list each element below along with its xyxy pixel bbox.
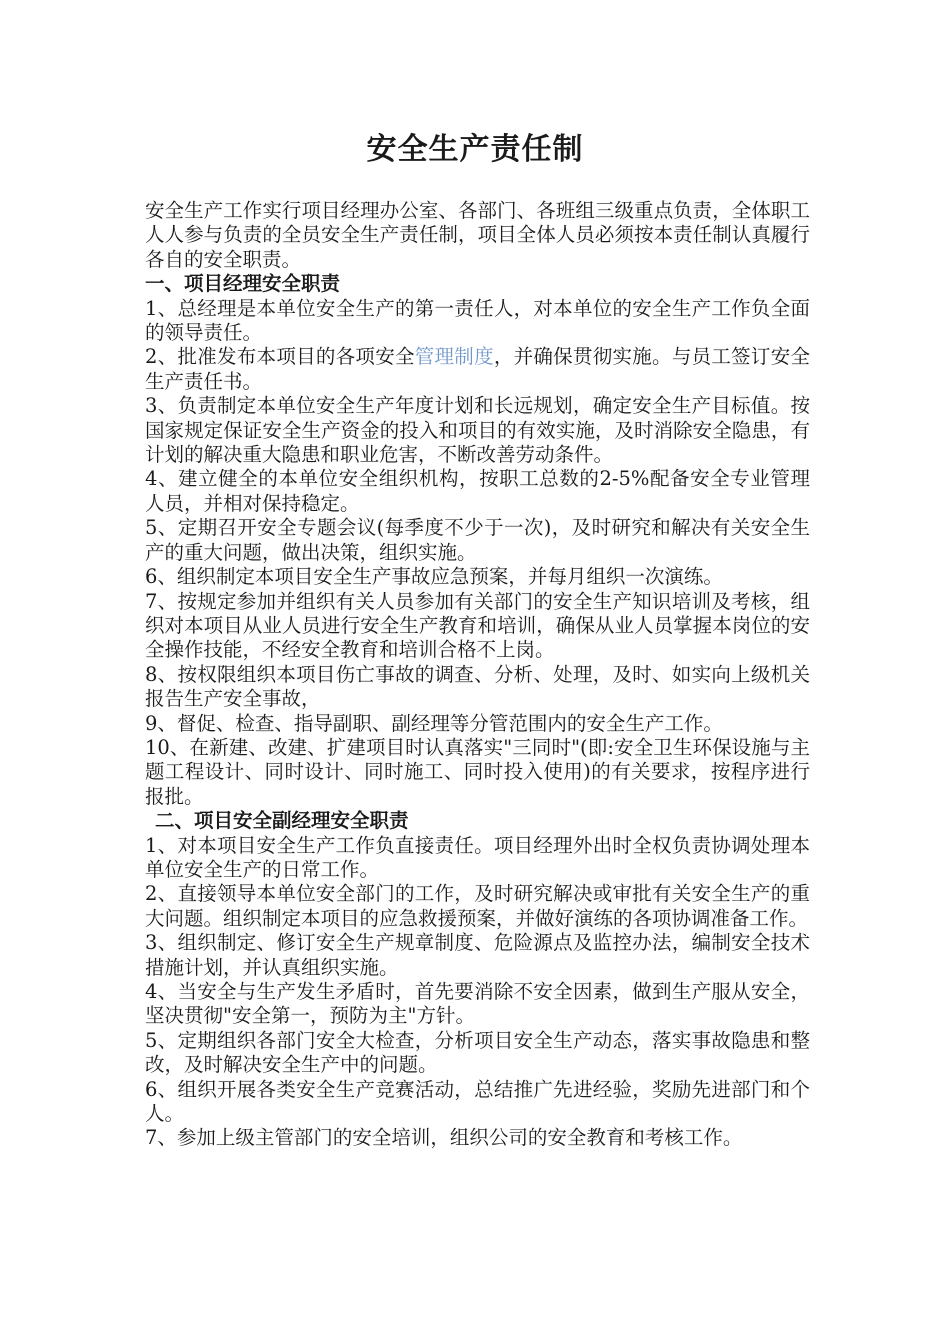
section-1-item-4: 4、建立健全的本单位安全组织机构，按职工总数的2-5%配备安全专业管理人员，并相对保持稳定。 <box>145 467 810 515</box>
section-1-item-8: 8、按权限组织本项目伤亡事故的调查、分析、处理，及时、如实向上级机关报告生产安全事故， <box>145 662 810 711</box>
section-1-item-2 <box>145 345 810 394</box>
section-2-item-5: 5、定期组织各部门安全大检查，分析项目安全生产动态，落实事故隐患和整改，及时解决安全生产中的问题。 <box>145 1028 810 1077</box>
section-2-item-6: 6、组织开展各类安全生产竞赛活动，总结推广先进经验，奖励先进部门和个人。 <box>145 1077 810 1126</box>
section-1-item-6: 6、组织制定本项目安全生产事故应急预案，并每月组织一次演练。 <box>145 565 723 589</box>
management-system-link[interactable]: 管理制度 <box>414 345 494 369</box>
section-2-item-7: 7、参加上级主管部门的安全培训，组织公司的安全教育和考核工作。 <box>145 1126 743 1150</box>
section-1-item-10: 10、在新建、改建、扩建项目时认真落实"三同时"(即:安全卫生环保设施与主题工程设计、同时设计、同时施工、同时投入使用)的有关要求，按程序进行报批。 <box>145 735 810 808</box>
section-1-item-9: 9、督促、检查、指导副职、副经理等分管范围内的安全生产工作。 <box>145 711 723 735</box>
section-2-item-1: 1、对本项目安全生产工作负直接责任。项目经理外出时全权负责协调处理本单位安全生产的日常工作。 <box>145 833 810 881</box>
intro-paragraph: 安全生产工作实行项目经理办公室、各部门、各班组三级重点负责，全体职工人人参与负责的全员安全生产责任制，项目全体人员必须按本责任制认真履行各自的安全职责。 <box>145 199 810 271</box>
section-2-item-4: 4、当安全与生产发生矛盾时，首先要消除不安全因素，做到生产服从安全，坚决贯彻"安全第一，预防为主"方针。 <box>145 980 810 1028</box>
document-body <box>145 199 810 1151</box>
section-1-item-5: 5、定期召开安全专题会议(每季度不少于一次)，及时研究和解决有关安全生产的重大问题，做出决策，组织实施。 <box>145 516 810 564</box>
section-1-item-1: 1、总经理是本单位安全生产的第一责任人，对本单位的安全生产工作负全面的领导责任。 <box>145 296 810 345</box>
section-2-heading: 二、项目安全副经理安全职责 <box>155 809 409 833</box>
document-title: 安全生产责任制 <box>366 132 584 167</box>
section-1-item-2-text-after: ，并确保贯彻实施。与员工签订安全生产责任书。 <box>145 345 810 393</box>
section-1-item-2-text-before: 2、批准发布本项目的各项安全 <box>145 345 415 369</box>
section-1-heading: 一、项目经理安全职责 <box>145 272 341 296</box>
section-1-item-7: 7、按规定参加并组织有关人员参加有关部门的安全生产知识培训及考核，组织对本项目从业人员进行安全生产教育和培训，确保从业人员掌握本岗位的安全操作技能，不经安全教育和培训合格不上岗。 <box>145 589 810 662</box>
section-2-item-2: 2、直接领导本单位安全部门的工作，及时研究解决或审批有关安全生产的重大问题。组织制定本项目的应急救援预案，并做好演练的各项协调准备工作。 <box>145 882 810 930</box>
section-1-item-3: 3、负责制定本单位安全生产年度计划和长远规划，确定安全生产目标值。按国家规定保证安全生产资金的投入和项目的有效实施，及时消除安全隐患，有计划的解决重大隐患和职业危害，不断改善劳动条件。 <box>145 394 810 467</box>
section-2-item-3: 3、组织制定、修订安全生产规章制度、危险源点及监控办法，编制安全技术措施计划，并认真组织实施。 <box>145 931 810 979</box>
